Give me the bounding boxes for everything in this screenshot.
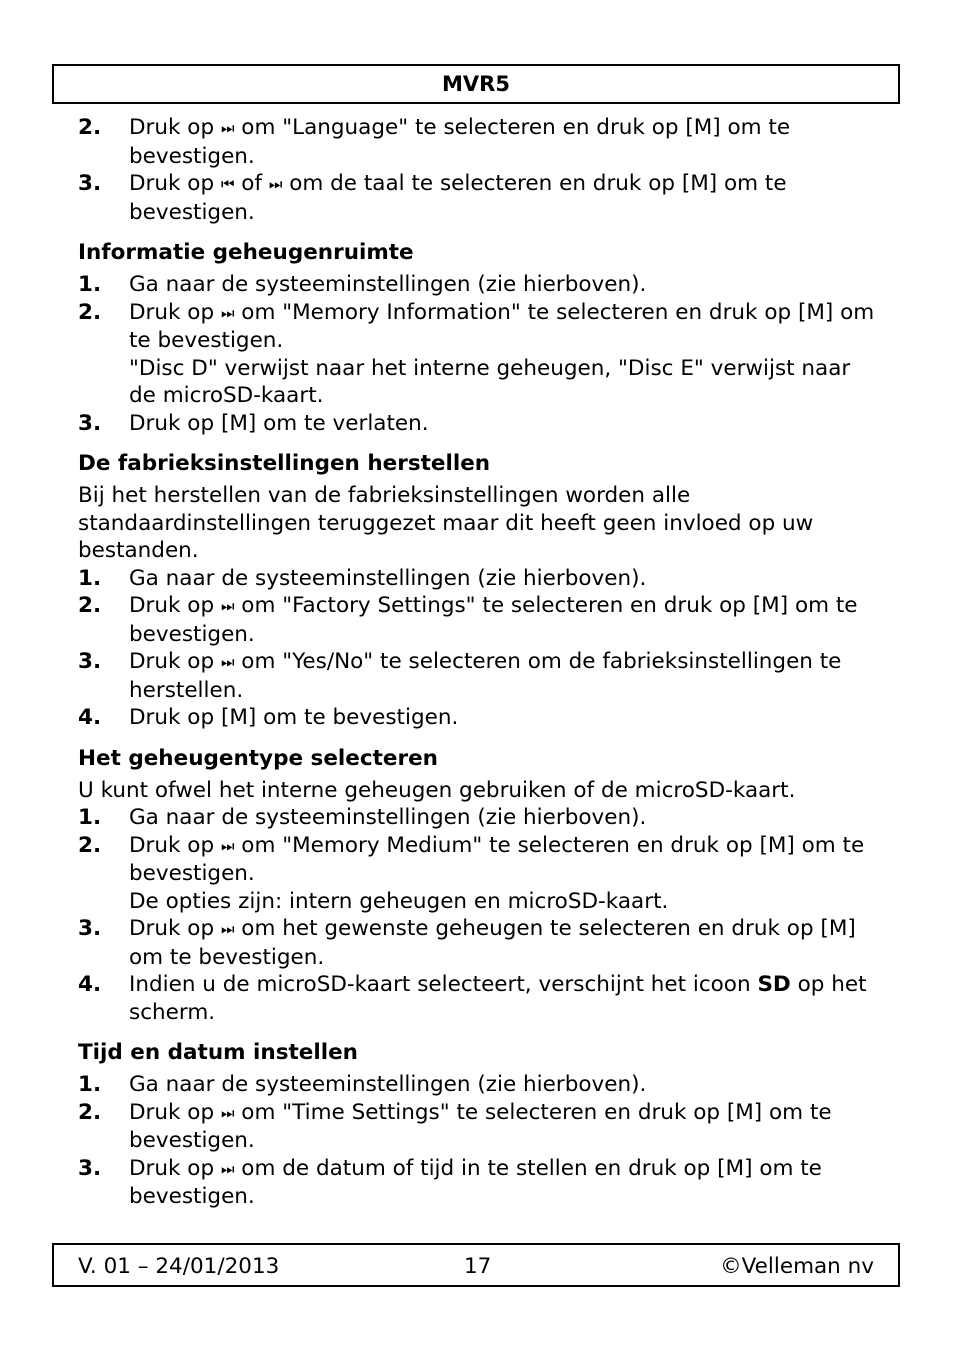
section-paragraph: Bij het herstellen van de fabrieksinstellingen worden alle standaardinstellingen teruggezet maar dit heeft geen invloed op uw bestanden. [78,483,814,563]
section-steps [78,565,878,732]
intro-steps [78,114,878,226]
page-header [52,64,900,104]
step-text: Ga naar de systeeminstellingen (zie hierboven). [129,272,647,297]
list-item [78,565,878,593]
list-item [78,971,878,1026]
section-steps [78,804,878,1026]
next-track-icon: ⏭ [220,1103,235,1122]
step-text: Ga naar de systeeminstellingen (zie hierboven). [129,805,647,830]
next-track-icon: ⏭ [220,597,235,615]
page-footer [52,1243,900,1287]
list-item [78,704,878,732]
step-text: Indien u de microSD-kaart selecteert, verschijnt het icoon SD op het scherm. [129,972,867,1025]
step-text: Druk op ⏭ om "Memory Information" te selecteren en druk op [M] om te bevestigen. "Disc D" verwijst naar het interne geheugen, "Disc E" verwijst naar de microSD-kaart. [129,299,875,408]
step-number: 3. [78,171,102,196]
next-track-icon: ⏭ [220,1159,235,1178]
next-track-icon: ⏭ [220,653,235,671]
list-item [78,1099,878,1155]
list-item [78,592,878,648]
step-note: De opties zijn: intern geheugen en microSD-kaart. [129,888,669,914]
list-item [78,804,878,832]
previous-track-icon: ⏮ [220,175,235,193]
list-item [78,1155,878,1211]
list-item [78,271,878,299]
version-date: V. 01 – 24/01/2013 [78,1254,280,1279]
section-heading: De fabrieksinstellingen herstellen [78,451,491,476]
step-note: "Disc D" verwijst naar het interne geheugen, "Disc E" verwijst naar de microSD-kaart. [129,355,851,408]
list-item [78,410,878,438]
section-paragraph: U kunt ofwel het interne geheugen gebruiken of de microSD-kaart. [78,777,796,803]
step-number: 4. [78,972,102,997]
step-text: Ga naar de systeeminstellingen (zie hierboven). [129,565,647,591]
step-text: Druk op ⏭ om "Time Settings" te selecteren en druk op [M] om te bevestigen. [129,1099,832,1153]
next-track-icon: ⏭ [220,836,235,855]
page-content [78,114,878,1211]
step-number: 4. [78,705,102,730]
list-item [78,832,878,916]
page-number: 17 [464,1254,492,1279]
list-item [78,299,878,410]
list-item [78,648,878,704]
step-text: Druk op [M] om te bevestigen. [129,705,459,730]
step-number: 3. [78,916,102,941]
step-text: Druk op ⏭ om "Language" te selecteren en druk op [M] om te bevestigen. [129,115,791,169]
step-number: 2. [78,115,102,140]
document-title: MVR5 [442,72,510,96]
step-number: 3. [78,649,102,674]
step-number: 2. [78,299,102,325]
section-heading: Het geheugentype selecteren [78,745,438,771]
step-text: Druk op ⏮ of ⏭ om de taal te selecteren en druk op [M] om te bevestigen. [129,171,787,225]
step-number: 1. [78,565,102,591]
step-number: 2. [78,1099,102,1125]
copyright: ©Velleman nv [720,1254,874,1279]
next-track-icon: ⏭ [268,175,283,193]
section-steps [78,1071,878,1211]
list-item [78,170,878,226]
next-track-icon: ⏭ [220,303,235,322]
step-number: 1. [78,272,102,297]
next-track-icon: ⏭ [220,119,235,137]
step-text: Ga naar de systeeminstellingen (zie hierboven). [129,1072,647,1097]
step-number: 1. [78,805,102,830]
step-text: Druk op ⏭ om het gewenste geheugen te selecteren en druk op [M] om te bevestigen. [129,916,856,970]
list-item [78,1071,878,1099]
step-number: 3. [78,1155,102,1181]
list-item [78,915,878,971]
section-heading: Informatie geheugenruimte [78,240,414,265]
list-item [78,114,878,170]
next-track-icon: ⏭ [220,920,235,938]
step-text: Druk op ⏭ om "Factory Settings" te selecteren en druk op [M] om te bevestigen. [129,593,858,647]
sd-icon-label: SD [757,972,791,997]
step-text: Druk op ⏭ om "Memory Medium" te selecteren en druk op [M] om te bevestigen. De opties zijn: intern geheugen en microSD-kaart. [129,832,865,914]
step-text: Druk op [M] om te verlaten. [129,410,429,436]
step-text: Druk op ⏭ om de datum of tijd in te stellen en druk op [M] om te bevestigen. [129,1155,822,1209]
step-number: 3. [78,410,102,436]
step-text: Druk op ⏭ om "Yes/No" te selecteren om de fabrieksinstellingen te herstellen. [129,649,842,703]
step-number: 2. [78,832,102,858]
step-number: 1. [78,1072,102,1097]
section-heading: Tijd en datum instellen [78,1040,358,1065]
step-number: 2. [78,593,102,618]
section-steps [78,271,878,437]
